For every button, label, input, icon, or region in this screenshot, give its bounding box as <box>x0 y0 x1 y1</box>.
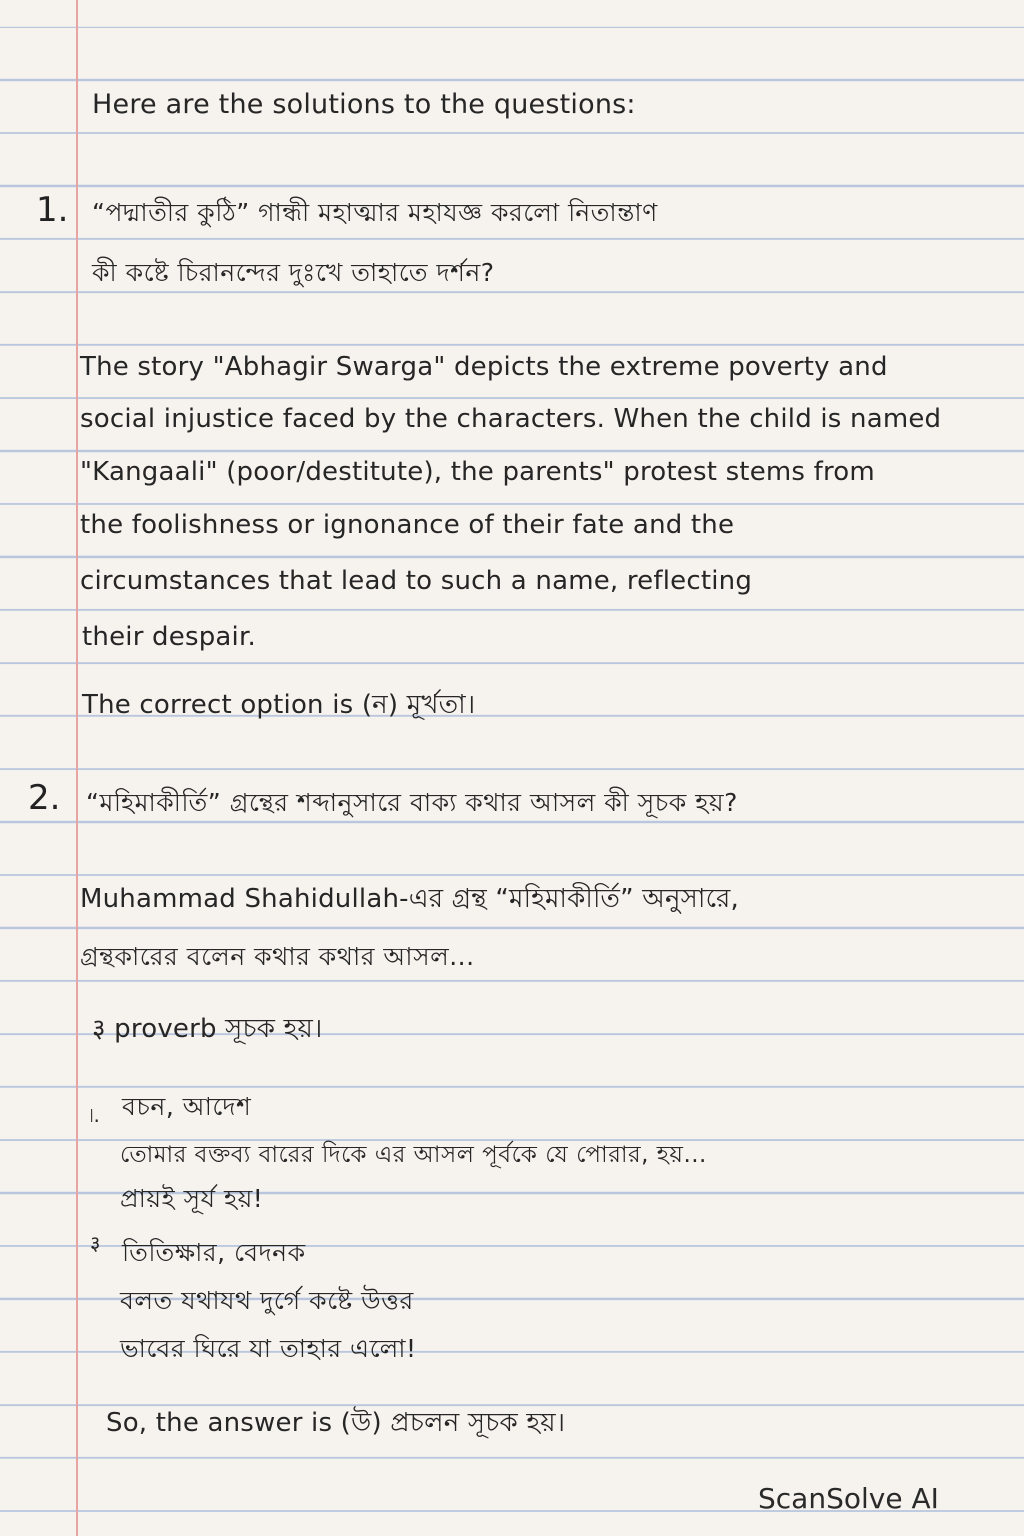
question-2-text: “মহিমাকীর্তি” গ্রন্থের শব্দানুসারে বাক্য কথার আসল কী সূচক হয়? <box>86 788 738 817</box>
q1-answer-line-3: "Kangaali" (poor/destitute), the parents" protest stems from <box>80 457 875 487</box>
q2-answer-line-1: Muhammad Shahidullah-এর গ্রন্থ “মহিমাকীর্তি” অনুসারে, <box>80 884 740 914</box>
question-2-number: 2. <box>28 778 61 818</box>
q2-item-1-line-2: প্রায়ই সূর্য হয়! <box>120 1184 264 1213</box>
q2-proverb-line: ३ proverb সূচক হয়। <box>92 1014 323 1044</box>
q1-answer-line-5: circumstances that lead to such a name, reflecting <box>80 566 753 596</box>
q2-item-1-line-1: তোমার বক্তব্য বারের দিকে এর আসল পূর্বকে যে পোরার, হয়... <box>120 1142 707 1168</box>
q2-item-2-line-2: ভাবের ঘিরে যা তাহার এলো! <box>120 1334 417 1363</box>
question-1-number: 1. <box>36 190 69 230</box>
q2-item-1-marker: ৷. <box>90 1103 101 1127</box>
q1-answer-line-6: their despair. <box>82 622 256 652</box>
q2-final-answer: So, the answer is (উ) প্রচলন সূচক হয়। <box>106 1408 566 1438</box>
signature: ScanSolve AI <box>758 1482 939 1515</box>
q1-answer-line-4: the foolishness or ignonance of their fate and the <box>80 510 735 540</box>
question-1-text-line-2: কী কষ্টে চিরানন্দের দুঃখে তাহাতে দর্শন? <box>92 258 495 287</box>
q2-item-2-line-1: বলত যথাযথ দুর্গে কষ্টে উত্তর <box>120 1286 414 1315</box>
question-1-text-line-1: “পদ্মাতীর কুঠি” গান্ধী মহাত্মার মহাযজ্ঞ করলো নিতান্তাণ <box>92 198 658 227</box>
intro-text: Here are the solutions to the questions: <box>92 89 636 120</box>
q2-item-2-marker: ३ <box>90 1231 101 1255</box>
margin-line <box>76 0 78 1536</box>
q1-correct-option: The correct option is (ন) মূর্খতা। <box>82 690 476 720</box>
q2-item-1-heading: বচন, আদেশ <box>122 1092 252 1121</box>
q1-answer-line-1: The story "Abhagir Swarga" depicts the extreme poverty and <box>80 352 888 382</box>
q2-answer-line-2: গ্রন্থকারের বলেন কথার কথার আসল... <box>80 942 475 971</box>
q2-item-2-heading: তিতিক্ষার, বেদনক <box>122 1238 306 1267</box>
q1-answer-line-2: social injustice faced by the characters. When the child is named <box>80 404 942 434</box>
